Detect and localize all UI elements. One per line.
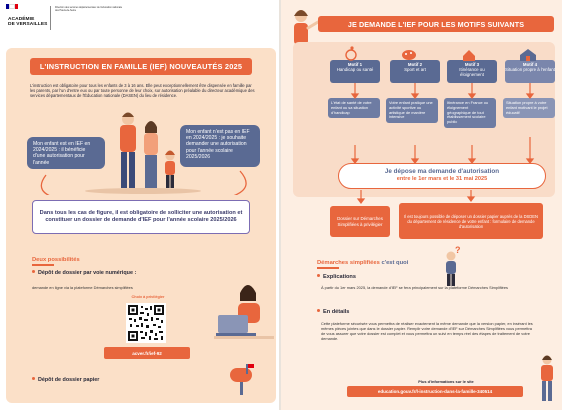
mandatory-callout: Dans tous les cas de figure, il est obligatoire de solliciter une autorisation et constituer un dossier de demande d'IEF pour l'année scolaire 2025/2026: [32, 200, 250, 234]
option-paper-heading: Dépôt de dossier papier: [32, 377, 99, 383]
bullet-icon: [32, 270, 35, 273]
thinking-person-icon: [441, 245, 465, 287]
option-digital-heading: Dépôt de dossier par voie numérique :: [32, 270, 136, 276]
svg-text:?: ?: [455, 245, 461, 255]
service-name: Direction des services départementaux de l'éducation nationale des Hauts-de-Seine: [55, 6, 123, 12]
motif-3-description: Itinérance en France ou éloignement géographique de tout établissement scolaire public: [444, 98, 496, 128]
motif-3-card: Motif 3 Itinérance ou éloignement: [447, 60, 497, 83]
possibilities-heading: Deux possibilités: [32, 257, 80, 263]
motif-2-description: Votre enfant pratique une activité sportive ou artistique de manière intensive: [386, 98, 438, 123]
option-arrows: [351, 190, 501, 204]
details-text: Cette plateforme sécurisée vous permettra de réaliser exactement la même demande que la version papier, en insérant les mêmes pièces jointes que dans le dossier papier. Remplir votre demande d'IEF sur Démarches Simplifiées vous permettra de vous assurer que votre dossier est complet et vous permettra un suivi en temps réel des étapes de traitement de votre demande.: [321, 321, 533, 341]
qr-code-icon[interactable]: [126, 303, 166, 343]
laptop-user-icon: [212, 281, 276, 343]
right-page: [281, 0, 562, 410]
motif-4-description: Situation propre à votre enfant motivant le projet éducatif: [503, 98, 555, 118]
school-icon: [520, 49, 536, 61]
qr-label: Choix à privilégier: [131, 295, 165, 299]
paper-submission-option: Il est toujours possible de déposer un dossier papier auprès de la DSDEN du département de résidence de votre enfant : formulaire de demande d'autorisation: [399, 203, 543, 239]
motif-2-card: Motif 2 Sport et art: [390, 60, 440, 83]
details-heading: En détails: [317, 309, 349, 315]
more-info-link[interactable]: education.gouv.fr/l-instruction-dans-la-famille-340514: [347, 386, 523, 397]
submission-period: [338, 163, 546, 189]
heading-underline: [317, 267, 339, 269]
more-info-label: Plus d'informations sur le site: [418, 379, 474, 384]
bullet-icon: [317, 274, 320, 277]
motifs-title: JE DEMANDE L'IEF POUR LES MOTIFS SUIVANTS: [318, 16, 554, 32]
speech-bubble-ief-new: Mon enfant n'est pas en IEF en 2024/2025 : je souhaite demander une autorisation pour l'année scolaire 2025/2026: [180, 125, 260, 167]
page-title: L'INSTRUCTION EN FAMILLE (IEF) NOUVEAUTÉS 2025: [30, 58, 252, 75]
short-link-button[interactable]: acver.fr/ief-92: [104, 347, 190, 359]
header-divider: [50, 6, 51, 30]
standing-person-icon: [537, 354, 557, 404]
heading-underline: [32, 264, 54, 266]
academy-name: ACADÉMIE DE VERSAILLES: [8, 17, 48, 28]
mailbox-icon: [226, 362, 258, 396]
motif-4-card: Motif 4 Situation propre à l'enfant: [505, 60, 555, 83]
motif-1-description: L'état de santé de votre enfant ou sa situation d'handicap: [328, 98, 380, 118]
explanations-heading: Explications: [317, 274, 356, 280]
wheelchair-icon: [346, 46, 356, 60]
bullet-icon: [32, 377, 35, 380]
motif-icons: [337, 46, 537, 62]
palette-icon: [402, 50, 416, 60]
submission-dates: entre le 1er mars et le 31 mai 2025: [396, 176, 488, 182]
speech-bubble-ief-current: Mon enfant est en IEF en 2024/2025 : il bénéficie d'une autorisation pour l'année: [27, 137, 105, 169]
option-digital-text: demande en ligne via la plateforme Démarches simplifiées: [32, 285, 133, 290]
house-icon: [463, 50, 475, 61]
demarches-heading: Démarches simplifiées c'est quoi: [317, 260, 409, 266]
online-submission-option: Dossier sur Démarches Simplifiées à privilégier: [330, 206, 390, 237]
bullet-icon: [317, 309, 320, 312]
submission-label: Je dépose ma demande d'autorisation: [384, 168, 500, 175]
explanations-text: À partir du 1er mars 2025, la demande d'IEF se fera principalement sur la plateforme Démarches Simplifiées: [321, 285, 508, 290]
flow-arrows: [321, 83, 551, 165]
header: [6, 4, 276, 44]
flag-icon: [6, 4, 18, 9]
family-illustration: [24, 105, 262, 195]
intro-text: L'instruction est obligatoire pour tous les enfants de 3 à 16 ans. Elle peut exceptionnellement être dispensée en famille par les parents, par l'un d'entre eux ou par toute personne de leur choix, sur autorisation préalable du directeur académique des services départementaux de l'Éducation nationale (DASEN) du lieu de résidence.: [30, 83, 255, 99]
motif-1-card: Motif 1 Handicap ou santé: [330, 60, 380, 83]
